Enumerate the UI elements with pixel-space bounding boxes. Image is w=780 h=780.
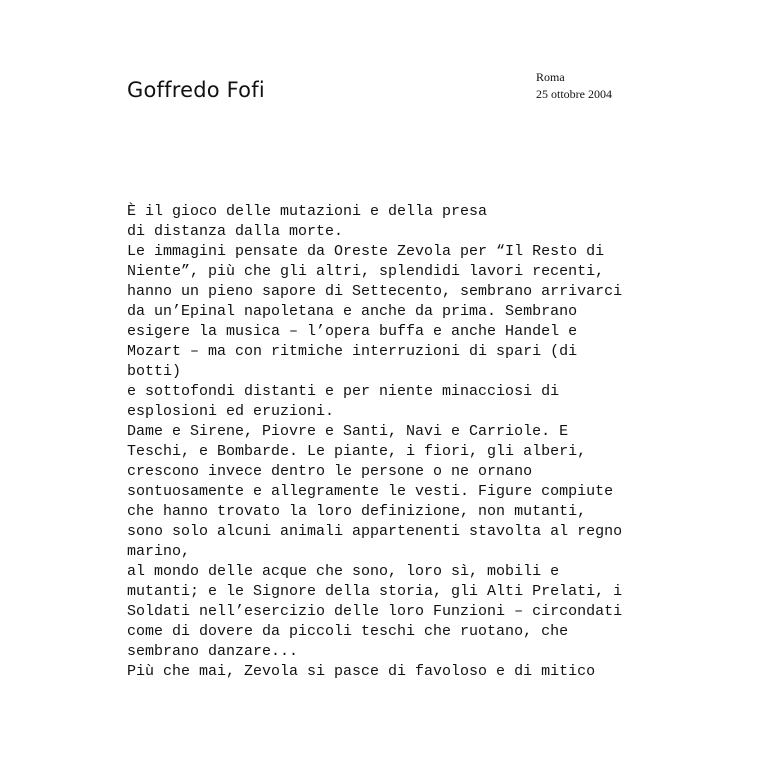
text-line: crescono invece dentro le persone o ne ornano [127,463,533,480]
text-line: al mondo delle acque che sono, loro sì, mobili e [127,563,560,580]
date-text: 25 ottobre 2004 [536,87,612,101]
text-line: come di dovere da piccoli teschi che ruotano, che [127,623,569,640]
text-line: esplosioni ed eruzioni. [127,403,335,420]
text-line: che hanno trovato la loro definizione, non mutanti, [127,503,587,520]
text-line: Soldati nell’esercizio delle loro Funzioni – circondati [127,603,623,620]
text-line: sontuosamente e allegramente le vesti. Figure compiute [127,483,614,500]
text-line: botti) [127,363,182,380]
text-line: Più che mai, Zevola si pasce di favoloso e di mitico [127,663,596,680]
text-line: esigere la musica – l’opera buffa e anche Handel e [127,323,578,340]
text-line: Mozart – ma con ritmiche interruzioni di spari (di [127,343,578,360]
text-line: sembrano danzare... [127,643,299,660]
place-date-block [536,69,612,103]
author-name: Goffredo Fofi [127,78,265,102]
text-line: sono solo alcuni animali appartenenti stavolta al regno [127,523,623,540]
place-text: Roma [536,70,565,84]
text-line: marino, [127,543,191,560]
body-text [127,202,647,682]
text-line: Dame e Sirene, Piovre e Santi, Navi e Carriole. E [127,423,569,440]
text-line: Le immagini pensate da Oreste Zevola per “Il Resto di [127,243,605,260]
text-line: mutanti; e le Signore della storia, gli Alti Prelati, i [127,583,623,600]
text-line: Teschi, e Bombarde. Le piante, i fiori, gli alberi, [127,443,587,460]
text-line: da un’Epinal napoletana e anche da prima. Sembrano [127,303,578,320]
text-line: È il gioco delle mutazioni e della presa [127,203,488,220]
text-line: Niente”, più che gli altri, splendidi lavori recenti, [127,263,605,280]
text-line: e sottofondi distanti e per niente minacciosi di [127,383,560,400]
text-line: di distanza dalla morte. [127,223,344,240]
text-line: hanno un pieno sapore di Settecento, sembrano arrivarci [127,283,623,300]
